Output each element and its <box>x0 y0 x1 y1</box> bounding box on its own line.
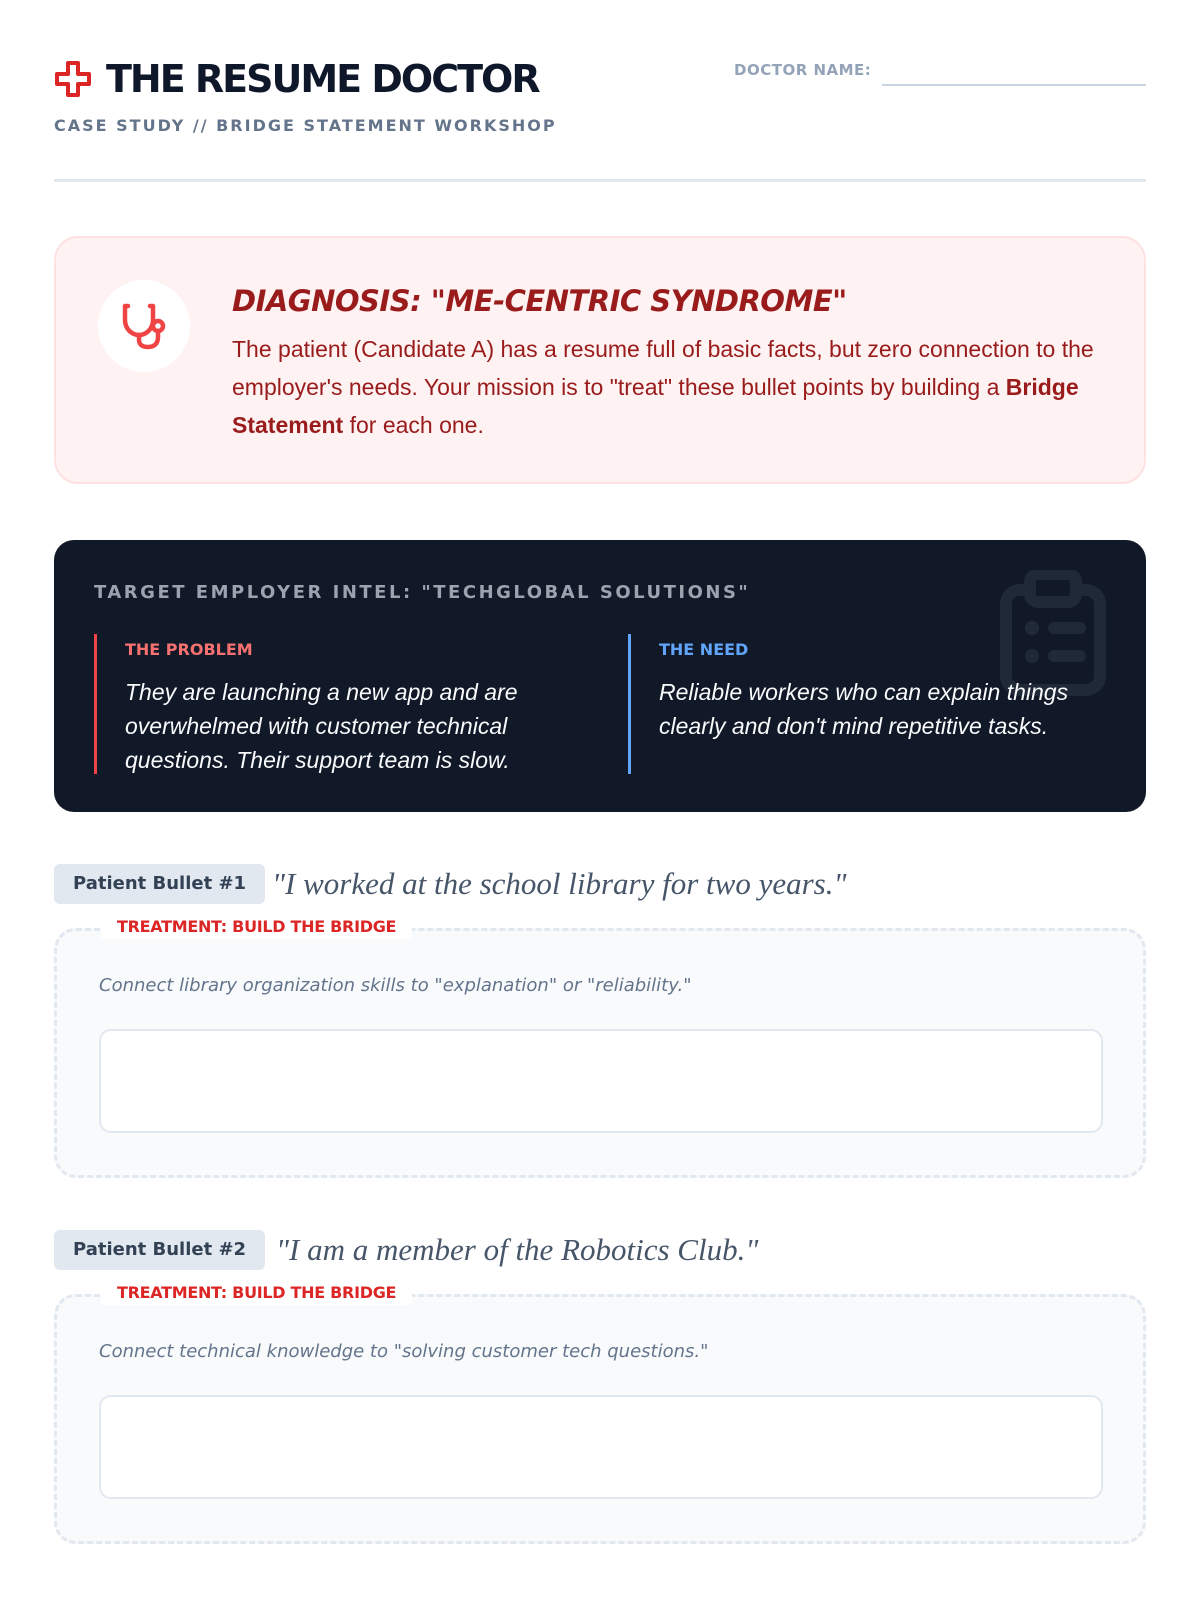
bullet-tag: Patient Bullet #1 <box>54 864 265 904</box>
treatment-box <box>54 917 1146 1178</box>
bridge-statement-input[interactable] <box>99 1029 1103 1133</box>
treatment-label: TREATMENT: BUILD THE BRIDGE <box>101 915 412 939</box>
stethoscope-icon <box>118 300 170 352</box>
employer-intel-card <box>54 540 1146 812</box>
page-title: THE RESUME DOCTOR <box>106 57 539 101</box>
diagnosis-text <box>232 330 1112 444</box>
treatment-hint: Connect technical knowledge to "solving customer tech questions." <box>99 1341 709 1362</box>
doctor-name-field[interactable] <box>882 84 1146 86</box>
need-text: Reliable workers who can explain things clearly and don't mind repetitive tasks. <box>659 679 1069 739</box>
brand <box>54 58 539 100</box>
doctor-name-label: DOCTOR NAME: <box>734 61 872 79</box>
bullet-tag: Patient Bullet #2 <box>54 1230 265 1270</box>
treatment-hint: Connect library organization skills to "explanation" or "reliability." <box>99 975 692 996</box>
diagnosis-text-end: for each one. <box>343 412 484 438</box>
diagnosis-text-start: The patient (Candidate A) has a resume full of basic facts, but zero connection to the employer's needs. Your mission is to "treat" these bullet points by building a <box>232 336 1094 400</box>
bullet-quote: "I worked at the school library for two years." <box>272 866 847 901</box>
page-header <box>54 0 1146 182</box>
intel-title: TARGET EMPLOYER INTEL: "TECHGLOBAL SOLUTIONS" <box>94 582 751 603</box>
bridge-statement-input[interactable] <box>99 1395 1103 1499</box>
treatment-label: TREATMENT: BUILD THE BRIDGE <box>101 1281 412 1305</box>
medical-cross-icon <box>54 60 92 98</box>
diagnosis-icon-badge <box>98 280 190 372</box>
intel-problem <box>94 634 564 774</box>
intel-need <box>628 634 1098 774</box>
diagnosis-text-emphasis: Bridge Statement <box>232 374 1079 438</box>
treatment-box <box>54 1283 1146 1544</box>
diagnosis-card <box>54 236 1146 484</box>
bullet-quote: "I am a member of the Robotics Club." <box>276 1232 759 1267</box>
problem-label: THE PROBLEM <box>125 640 253 659</box>
page-subtitle: CASE STUDY // BRIDGE STATEMENT WORKSHOP <box>54 116 557 135</box>
need-label: THE NEED <box>659 640 749 659</box>
worksheet-page <box>54 0 1146 1362</box>
diagnosis-title: DIAGNOSIS: "ME-CENTRIC SYNDROME" <box>232 284 847 318</box>
problem-text: They are launching a new app and are overwhelmed with customer technical questions. Their support team is slow. <box>125 679 518 773</box>
